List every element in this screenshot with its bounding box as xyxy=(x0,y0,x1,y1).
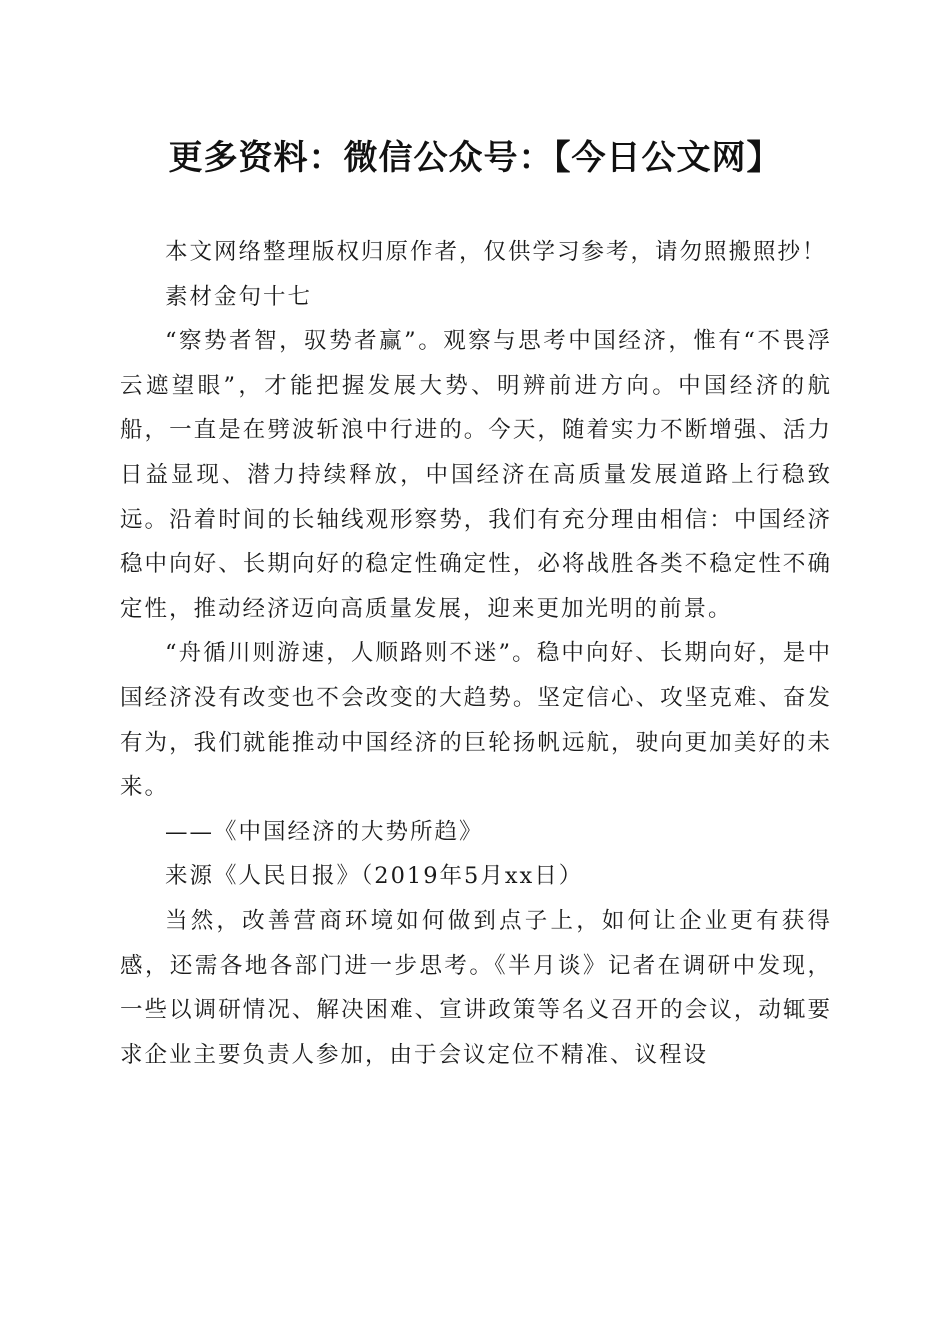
paragraph: “察势者智，驭势者赢”。观察与思考中国经济，惟有“不畏浮云遮望眼”，才能把握发展大势、明辨前进方向。中国经济的航船，一直是在劈波斩浪中行进的。今天，随着实力不断增强、活力日益显现、潜力持续释放，中国经济在高质量发展道路上行稳致远。沿着时间的长轴线观形察势，我们有充分理由相信：中国经济稳中向好、长期向好的稳定性确定性，必将战胜各类不稳定性不确定性，推动经济迈向高质量发展，迎来更加光明的前景。 xyxy=(120,328,832,622)
section-heading: 素材金句十七 xyxy=(165,283,313,310)
document-title: 更多资料：微信公众号：【今日公文网】 xyxy=(168,138,782,178)
copyright-notice: 本文网络整理版权归原作者，仅供学习参考，请勿照搬照抄！ xyxy=(165,239,827,265)
article-citation: ——《中国经济的大势所趋》 xyxy=(165,818,484,845)
paragraph: “舟循川则游速，人顺路则不迷”。稳中向好、长期向好，是中国经济没有改变也不会改变的大趋势。坚定信心、攻坚克难、奋发有为，我们就能推动中国经济的巨轮扬帆远航，驶向更加美好的未来。 xyxy=(120,640,832,801)
source-line: 来源《人民日报》（2019年5月xx日） xyxy=(165,863,584,890)
paragraph: 当然，改善营商环境如何做到点子上，如何让企业更有获得感，还需各地各部门进一步思考。《半月谈》记者在调研中发现，一些以调研情况、解决困难、宣讲政策等名义召开的会议，动辄要求企业主要负责人参加，由于会议定位不精准、议程设 xyxy=(120,907,832,1068)
document-body xyxy=(120,230,832,1077)
